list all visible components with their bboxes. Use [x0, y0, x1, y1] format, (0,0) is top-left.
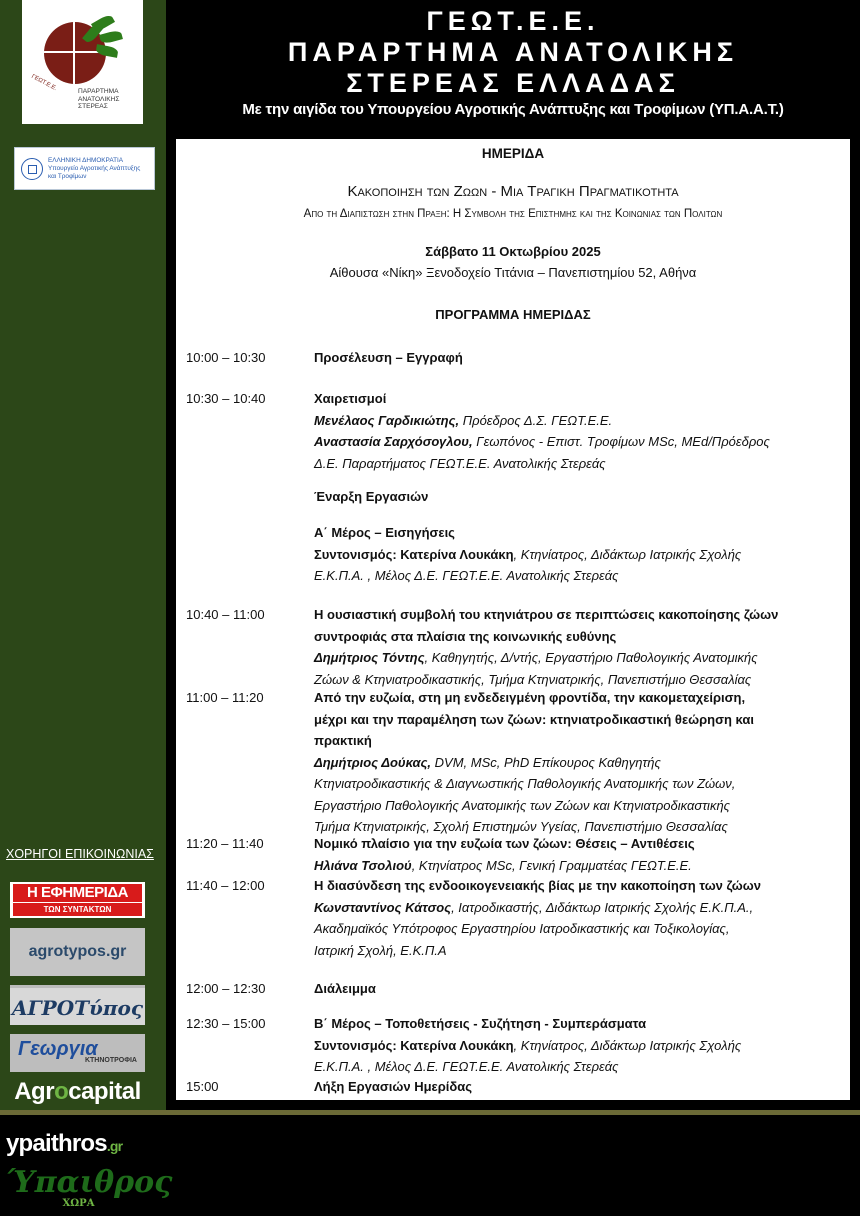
session-body: [314, 388, 838, 474]
logo-caption-line: ΣΤΕΡΕΑΣ: [78, 103, 108, 111]
session-body: [314, 347, 838, 369]
event-date: Σάββατο 11 Οκτωβρίου 2025: [425, 244, 601, 259]
program-title: ΠΡΟΓΡΑΜΜΑ ΗΜΕΡΙΔΑΣ: [435, 307, 591, 322]
logo-caption: [78, 88, 140, 111]
session-time: 10:00 – 10:30: [186, 350, 266, 365]
event-venue: Αίθουσα «Νίκη» Ξενοδοχείο Τιτάνια – Πανεπιστημίου 52, Αθήνα: [329, 265, 697, 280]
sponsor-agrocapital-logo: [10, 1076, 145, 1108]
session-title: μέχρι και την παραμέληση των ζώων: κτηνιατροδικαστική θεώρηση και: [314, 711, 754, 727]
speaker-role: Κτηνιατροδικαστικής & Διαγνωστικής Παθολογικής Ανατομικής των Ζώων,: [314, 776, 736, 791]
leaf-icon: [99, 29, 123, 44]
coordinator-role: Ε.Κ.Π.Α. , Μέλος Δ.Ε. ΓΕΩΤ.Ε.Ε. Ανατολικής Στερεάς: [314, 568, 619, 583]
session-time: 11:40 – 12:00: [186, 878, 265, 893]
session-body: [314, 1013, 838, 1078]
session-title: Νομικό πλαίσιο για την ευζωία των ζώων: Θέσεις – Αντιθέσεις: [314, 836, 695, 851]
speaker-role: , Ιατροδικαστής, Διδάκτωρ Ιατρικής Σχολής Ε.Κ.Π.Α.,: [451, 899, 754, 915]
sponsor-chora-text: ΧΩΡΑ: [62, 1198, 95, 1209]
session-body: [314, 687, 838, 838]
sponsor-efimerida-logo: [10, 882, 145, 918]
event-subtitle: Απο τη Διαπιστωση στην Πραξη: Η Συμβολη της Επιστημης και της Κοινωνιας των Πολιτων: [303, 208, 723, 220]
speaker-line: [314, 410, 838, 432]
ministry-logo-line: και Τροφίμων: [48, 172, 87, 180]
session-time: 12:00 – 12:30: [186, 981, 266, 996]
event-title: Κακοποιηση των Ζωων - Μια Τραγικη Πραγματικοτητα: [347, 183, 679, 200]
session-body: [314, 833, 838, 876]
speaker-line: [314, 647, 838, 669]
sponsor-ypaithros-chora-logo: [6, 1165, 173, 1212]
sidebar: [0, 0, 173, 1216]
speaker-role: Δ.Ε. Παραρτήματος ΓΕΩΤ.Ε.Ε. Ανατολικής Στερεάς: [314, 455, 606, 471]
speaker-line: [314, 431, 838, 453]
session-title: πρακτική: [314, 733, 372, 748]
ministry-logo-line: Υπουργείο Αγροτικής Ανάπτυξης: [48, 164, 141, 172]
session-time: 10:40 – 11:00: [186, 607, 265, 622]
event-label: ΗΜΕΡΙΔΑ: [481, 146, 545, 161]
coordinator-line: [314, 1035, 838, 1057]
speaker-name: Μενέλαος Γαρδικιώτης,: [314, 412, 460, 428]
session-time: 11:20 – 11:40: [186, 836, 264, 851]
logo-caption-line: ΑΝΑΤΟΛΙΚΗΣ: [78, 95, 120, 103]
speaker-name: Δημήτριος Τόντης: [314, 650, 425, 665]
speaker-line: [314, 752, 838, 774]
session-body: [314, 604, 838, 690]
session-time: 11:00 – 11:20: [186, 690, 264, 705]
header-line-1: ΓΕΩΤ.Ε.Ε.: [426, 6, 600, 36]
sponsor-ypaithros-text: ypaithros: [6, 1130, 107, 1157]
speaker-role: Πρόεδρος Δ.Σ. ΓΕΩΤ.Ε.Ε.: [459, 412, 613, 428]
session-body: [314, 486, 838, 508]
coordinator-line: [314, 544, 838, 566]
sponsor-agrotypos-logo: ΑΓΡΟΤύπος: [10, 985, 145, 1025]
speaker-line: [314, 855, 838, 877]
part-title: Β΄ Μέρος – Τοποθετήσεις - Συζήτηση - Συμπεράσματα: [314, 1016, 647, 1031]
session-title: Η διασύνδεση της ενδοοικογενειακής βίας με την κακοποίηση των ζώων: [314, 878, 761, 893]
speaker-role: , Καθηγητής, Δ/ντής, Εργαστήριο Παθολογικής Ανατομικής: [424, 650, 758, 665]
coordinator-role: Ε.Κ.Π.Α. , Μέλος Δ.Ε. ΓΕΩΤ.Ε.Ε. Ανατολικής Στερεάς: [314, 1059, 619, 1074]
sponsor-ypaithros-gr-logo: [6, 1124, 146, 1164]
header: [166, 0, 860, 127]
speaker-role: Ιατρική Σχολή, Ε.Κ.Π.Α: [314, 942, 447, 958]
sponsors-label: ΧΟΡΗΓΟΙ ΕΠΙΚΟΙΝΩΝΙΑΣ: [6, 847, 154, 861]
speaker-role: Τμήμα Κτηνιατρικής, Σχολή Επιστημών Υγείας, Πανεπιστήμιο Θεσσαλίας: [314, 819, 728, 834]
coordinator-label: Συντονισμός: Κατερίνα Λουκάκη: [314, 1037, 514, 1053]
hellenic-emblem-icon: [21, 158, 43, 180]
session-title: Η ουσιαστική συμβολή του κτηνιάτρου σε περιπτώσεις κακοποίησης ζώων: [314, 607, 779, 622]
session-title: Χαιρετισμοί: [314, 391, 387, 406]
opening-label: Έναρξη Εργασιών: [314, 489, 429, 504]
header-line-3: ΣΤΕΡΕΑΣ ΕΛΛΑΔΑΣ: [346, 68, 680, 98]
session-time: 10:30 – 10:40: [186, 391, 266, 406]
coordinator-role: , Κτηνίατρος, Διδάκτωρ Ιατρικής Σχολής: [513, 1037, 742, 1053]
sponsor-efimerida-bottom: ΤΩΝ ΣΥΝΤΑΚΤΩΝ: [13, 903, 142, 916]
sponsor-agrocapital-c: capital: [68, 1078, 141, 1105]
header-subtitle: Με την αιγίδα του Υπουργείου Αγροτικής Ανάπτυξης και Τροφίμων (ΥΠ.Α.Α.Τ.): [242, 101, 784, 118]
ministry-logo-text: [48, 157, 140, 180]
geotee-logo: [22, 0, 143, 124]
session-title: Λήξη Εργασιών Ημερίδας: [314, 1079, 473, 1094]
ministry-logo-line: ΕΛΛΗΝΙΚΗ ΔΗΜΟΚΡΑΤΙΑ: [48, 157, 124, 164]
speaker-role: DVM, MSc, PhD Επίκουρος Καθηγητής: [431, 754, 661, 770]
session-title: Προσέλευση – Εγγραφή: [314, 350, 463, 365]
speaker-role: Γεωπόνος - Επιστ. Τροφίμων MSc, MEd/Πρόεδρος: [472, 434, 770, 449]
session-title: Από την ευζωία, στη μη ενδεδειγμένη φροντίδα, την κακομεταχείριση,: [314, 690, 746, 705]
speaker-name: Ηλιάνα Τσολιού: [314, 857, 412, 873]
sponsor-ypaithros-chora-text: Ύπαιθρος: [6, 1165, 173, 1200]
session-title: συντροφιάς στα πλαίσια της κοινωνικής ευθύνης: [314, 628, 617, 644]
sponsor-georgia-logo: [10, 1034, 145, 1072]
speaker-role: Ακαδημαϊκός Υπότροφος Εργαστηρίου Ιατροδικαστικής και Τοξικολογίας,: [314, 921, 730, 936]
speaker-role: , Κτηνίατρος MSc, Γενική Γραμματέας ΓΕΩΤ.Ε.Ε.: [411, 857, 692, 873]
speaker-name: Αναστασία Σαρχόσογλου,: [314, 434, 473, 449]
speaker-name: Κωνσταντίνος Κάτσος: [314, 899, 452, 915]
part-title: Α΄ Μέρος – Εισηγήσεις: [314, 525, 455, 540]
sponsor-georgia-sub: ΚΤΗΝΟΤΡΟΦΙΑ: [84, 1057, 137, 1064]
session-time: 12:30 – 15:00: [186, 1016, 266, 1031]
speaker-role: Ζώων & Κτηνιατροδικαστικής, Τμήμα Κτηνιατρικής, Πανεπιστήμιο Θεσσαλίας: [314, 671, 752, 687]
session-body: [314, 522, 838, 587]
sponsor-georgia-text: Γεωργια: [18, 1038, 98, 1060]
session-body: [314, 875, 838, 961]
session-title: Διάλειμμα: [314, 981, 376, 996]
session-body: [314, 978, 838, 1000]
session-body: [314, 1076, 838, 1098]
bottom-divider: [0, 1110, 860, 1115]
coordinator-label: Συντονισμός: Κατερίνα Λουκάκη: [314, 546, 514, 562]
sponsor-agrocapital-b: o: [54, 1078, 69, 1105]
sponsor-agrocapital-a: Agr: [14, 1078, 55, 1105]
header-line-2: ΠΑΡΑΡΤΗΜΑ ΑΝΑΤΟΛΙΚΗΣ: [287, 37, 739, 67]
session-time: 15:00: [186, 1079, 219, 1094]
logo-caption-line: ΠΑΡΑΡΤΗΜΑ: [78, 88, 119, 95]
program-document: [176, 139, 850, 1100]
speaker-role: Εργαστήριο Παθολογικής Ανατομικής των Ζώων και Κτηνιατροδικαστικής: [314, 797, 730, 813]
logo-arc-text: ΓΕΩΤ.Ε.Ε.: [30, 73, 58, 93]
speaker-name: Δημήτριος Δούκας,: [314, 754, 432, 770]
ministry-logo: [14, 147, 155, 190]
sponsor-efimerida-top: Η ΕΦΗΜΕΡΙΔΑ: [13, 884, 142, 902]
sponsor-ypaithros-domain: .gr: [106, 1138, 123, 1154]
speaker-line: [314, 897, 838, 919]
sponsor-agrotypos-gr-logo: agrotypos.gr: [10, 928, 145, 976]
coordinator-role: , Κτηνίατρος, Διδάκτωρ Ιατρικής Σχολής: [513, 546, 742, 562]
